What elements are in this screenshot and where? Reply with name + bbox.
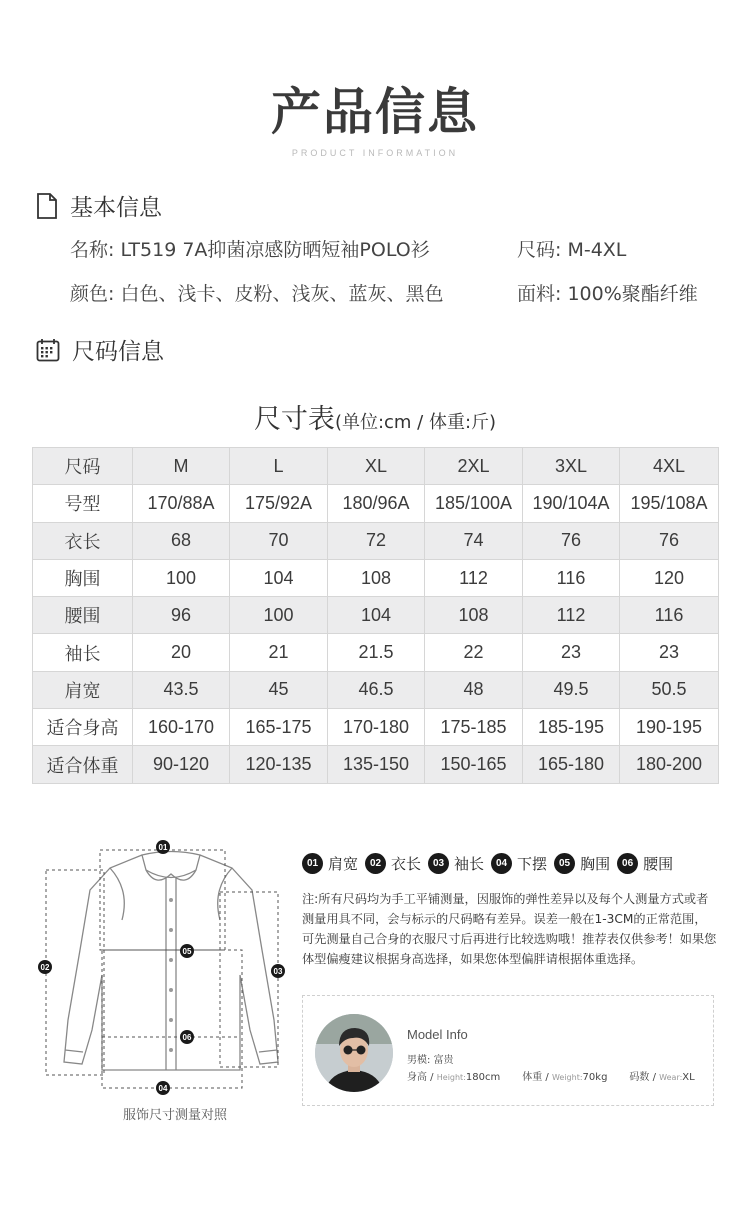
wear-value: XL — [682, 1072, 695, 1083]
fabric-label: 面料: — [517, 283, 562, 305]
calendar-icon — [36, 338, 60, 362]
table-cell: 120 — [620, 559, 719, 596]
table-cell: 76 — [620, 522, 719, 559]
table-cell: 180-200 — [620, 746, 719, 783]
table-cell: 104 — [328, 597, 425, 634]
size-label: 尺码: — [517, 239, 562, 261]
wear-en-label: Wear: — [659, 1073, 683, 1082]
legend-badge: 04 — [491, 853, 512, 874]
row-label-cell: 适合体重 — [33, 746, 133, 783]
table-cell: 2XL — [425, 448, 523, 485]
marker-04-label: 04 — [158, 1084, 168, 1093]
table-cell: 112 — [523, 597, 620, 634]
model-height — [407, 1068, 500, 1083]
row-label-cell: 袖长 — [33, 634, 133, 671]
table-cell: 104 — [230, 559, 328, 596]
table-cell: 120-135 — [230, 746, 328, 783]
table-cell: 76 — [523, 522, 620, 559]
model-name: 富贵 — [433, 1055, 454, 1066]
table-cell: L — [230, 448, 328, 485]
legend-item — [617, 853, 673, 874]
size-info-heading — [36, 333, 164, 366]
marker-03-label: 03 — [273, 967, 283, 976]
table-cell: M — [133, 448, 230, 485]
table-row — [33, 485, 719, 522]
legend-item — [554, 853, 610, 874]
legend-item — [491, 853, 547, 874]
weight-value: 70kg — [582, 1072, 608, 1083]
weight-label: 体重 / — [522, 1072, 549, 1083]
table-cell: 108 — [425, 597, 523, 634]
color-label: 颜色: — [70, 283, 115, 305]
legend-item — [365, 853, 421, 874]
page-subtitle: PRODUCT INFORMATION — [291, 148, 459, 158]
weight-en-label: Weight: — [551, 1073, 583, 1082]
table-row — [33, 746, 719, 783]
model-stats-row — [407, 1068, 695, 1083]
table-cell: 170/88A — [133, 485, 230, 522]
diagram-caption: 服饰尺寸测量对照 — [122, 1108, 227, 1123]
table-cell: 49.5 — [523, 671, 620, 708]
legend-badge: 02 — [365, 853, 386, 874]
row-label-cell: 适合身高 — [33, 709, 133, 746]
table-cell: 116 — [620, 597, 719, 634]
row-label-cell: 胸围 — [33, 559, 133, 596]
table-cell: 195/108A — [620, 485, 719, 522]
row-label-cell: 尺码 — [33, 448, 133, 485]
model-name-label: 男模: — [407, 1055, 431, 1066]
size-range-row — [517, 235, 626, 262]
wear-label: 码数 / — [629, 1072, 656, 1083]
legend-label: 袖长 — [454, 855, 485, 873]
document-icon — [36, 193, 58, 219]
legend-item — [302, 853, 358, 874]
table-cell: 175-185 — [425, 709, 523, 746]
size-value: M-4XL — [567, 239, 627, 261]
table-cell: 45 — [230, 671, 328, 708]
product-name-row — [70, 235, 430, 262]
table-row — [33, 671, 719, 708]
table-cell: 170-180 — [328, 709, 425, 746]
basic-info-heading — [36, 189, 162, 222]
measurement-legend — [302, 853, 673, 874]
table-cell: 50.5 — [620, 671, 719, 708]
fabric-value: 100%聚酯纤维 — [567, 283, 698, 305]
table-row — [33, 559, 719, 596]
model-wear — [629, 1068, 694, 1083]
table-cell: 108 — [328, 559, 425, 596]
table-cell: 96 — [133, 597, 230, 634]
table-cell: 135-150 — [328, 746, 425, 783]
table-title-unit: (单位:cm / 体重:斤) — [334, 412, 497, 433]
marker-02-label: 02 — [40, 963, 50, 972]
model-name-row — [407, 1051, 454, 1066]
color-row — [70, 279, 443, 306]
table-cell: 21.5 — [328, 634, 425, 671]
table-cell: 43.5 — [133, 671, 230, 708]
table-row — [33, 597, 719, 634]
table-cell: 23 — [620, 634, 719, 671]
fabric-row — [517, 279, 698, 306]
table-cell: 90-120 — [133, 746, 230, 783]
table-cell: 70 — [230, 522, 328, 559]
table-cell: 74 — [425, 522, 523, 559]
table-header-row — [33, 448, 719, 485]
table-cell: 46.5 — [328, 671, 425, 708]
legend-badge: 06 — [617, 853, 638, 874]
table-cell: 175/92A — [230, 485, 328, 522]
table-title-main: 尺寸表 — [253, 404, 335, 435]
table-cell: 160-170 — [133, 709, 230, 746]
shirt-illustration — [30, 830, 300, 1100]
name-value: LT519 7A抑菌凉感防晒短袖POLO衫 — [120, 239, 430, 261]
model-avatar — [315, 1014, 393, 1092]
color-value: 白色、浅卡、皮粉、浅灰、蓝灰、黑色 — [120, 283, 444, 305]
table-cell: 165-175 — [230, 709, 328, 746]
table-cell: 185-195 — [523, 709, 620, 746]
legend-label: 肩宽 — [328, 855, 359, 873]
row-label-cell: 腰围 — [33, 597, 133, 634]
table-cell: 72 — [328, 522, 425, 559]
table-row — [33, 522, 719, 559]
legend-badge: 01 — [302, 853, 323, 874]
table-cell: 20 — [133, 634, 230, 671]
basic-info-title: 基本信息 — [70, 195, 162, 221]
size-table — [32, 447, 719, 784]
model-info-card — [302, 995, 714, 1106]
table-cell: 100 — [133, 559, 230, 596]
table-cell: 165-180 — [523, 746, 620, 783]
table-row — [33, 709, 719, 746]
table-cell: 190/104A — [523, 485, 620, 522]
table-cell: 21 — [230, 634, 328, 671]
table-row — [33, 634, 719, 671]
table-cell: 68 — [133, 522, 230, 559]
table-cell: 22 — [425, 634, 523, 671]
table-cell: 100 — [230, 597, 328, 634]
page-title: 产品信息 — [271, 83, 479, 141]
legend-badge: 03 — [428, 853, 449, 874]
legend-label: 衣长 — [391, 855, 422, 873]
marker-05-label: 05 — [182, 947, 192, 956]
size-info-title: 尺码信息 — [72, 339, 164, 365]
legend-item — [428, 853, 484, 874]
model-info-title: Model Info — [407, 1027, 468, 1042]
table-cell: 3XL — [523, 448, 620, 485]
table-cell: 180/96A — [328, 485, 425, 522]
name-label: 名称: — [70, 239, 115, 261]
model-weight — [522, 1068, 607, 1083]
table-cell: 23 — [523, 634, 620, 671]
table-cell: 116 — [523, 559, 620, 596]
legend-label: 胸围 — [580, 855, 611, 873]
legend-badge: 05 — [554, 853, 575, 874]
table-cell: 190-195 — [620, 709, 719, 746]
table-cell: 185/100A — [425, 485, 523, 522]
measurement-note: 注:所有尺码均为手工平铺测量，因服饰的弹性差异以及每个人测量方式或者测量用具不同，会与标示的尺码略有差异。误差一般在1-3CM的正常范围，可先测量自己合身的衣服尺寸后再进行比较选购哦！推荐表仅供参考！如果您体型偏瘦建议根据身高选择，如果您体型偏胖请根据体重选择。 — [302, 892, 717, 966]
row-label-cell: 号型 — [33, 485, 133, 522]
marker-06-label: 06 — [182, 1033, 192, 1042]
table-cell: XL — [328, 448, 425, 485]
legend-label: 下摆 — [517, 855, 548, 873]
table-cell: 112 — [425, 559, 523, 596]
height-en-label: Height: — [436, 1073, 466, 1082]
table-cell: 48 — [425, 671, 523, 708]
marker-01-label: 01 — [158, 843, 168, 852]
shirt-measurement-diagram — [30, 830, 300, 1130]
legend-label: 腰围 — [643, 855, 674, 873]
row-label-cell: 肩宽 — [33, 671, 133, 708]
height-value: 180cm — [465, 1072, 501, 1083]
row-label-cell: 衣长 — [33, 522, 133, 559]
table-cell: 4XL — [620, 448, 719, 485]
height-label: 身高 / — [407, 1072, 434, 1083]
size-table-title — [0, 397, 750, 436]
table-cell: 150-165 — [425, 746, 523, 783]
